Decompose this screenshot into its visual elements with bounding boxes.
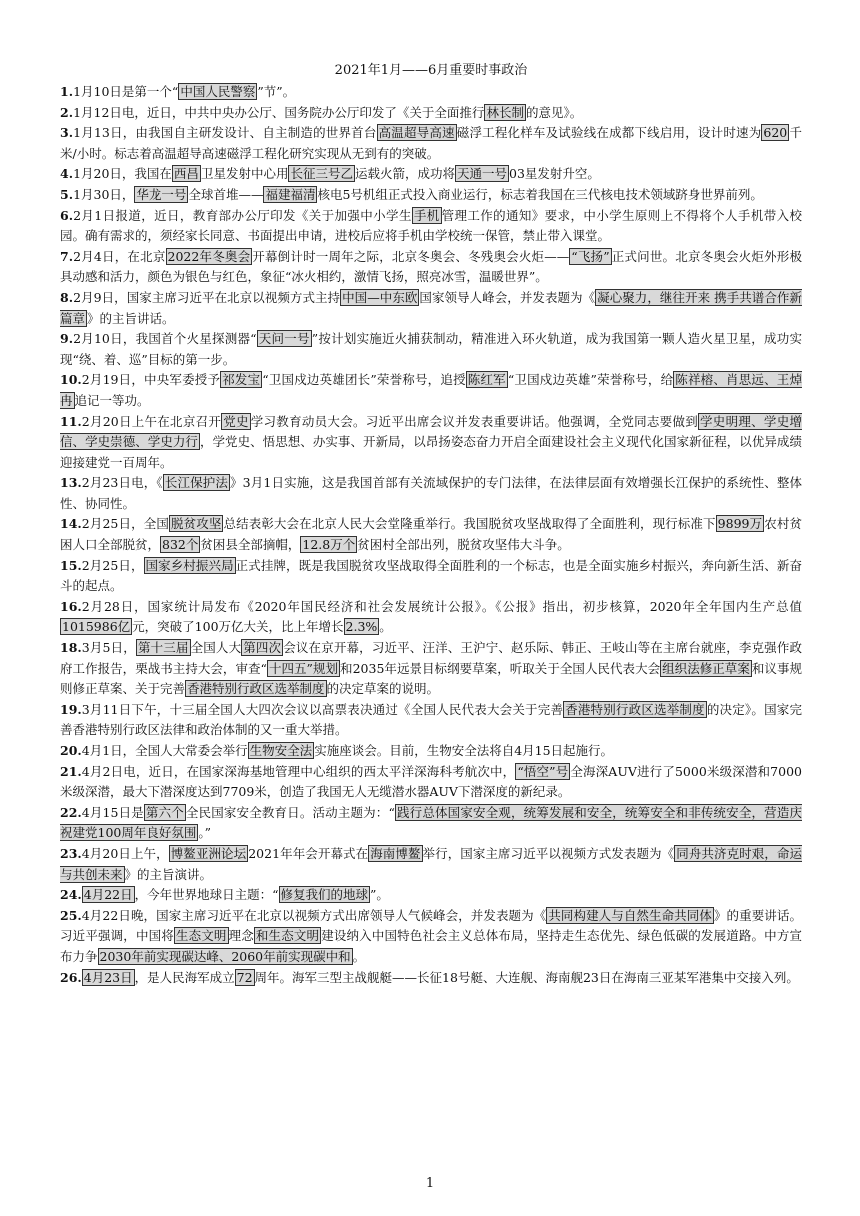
highlighted-keyword: 践行总体国家安全观，统筹发展和安全，统筹安全和非传统安全，营造庆祝建党100周年良好氛围 (60, 804, 802, 841)
item-text: 的决定》。国家完善香港特别行政区法律和政治体制的又一重大举措。 (60, 701, 802, 738)
item-text: 理念 (228, 928, 254, 944)
item-text: 4月20日上午， (81, 845, 169, 861)
highlighted-keyword: 第四次 (243, 640, 282, 656)
highlighted-keyword: 12.8万个 (302, 537, 356, 553)
item-number: 8. (60, 289, 74, 305)
item-text: 1月20日，我国在 (73, 166, 172, 182)
item-text: 》3月1日实施，这是我国首部有关流域保护的专门法律，在法律层面有效增强长江保护的系统性、整体性、协同性。 (60, 475, 802, 511)
item-number: 18. (60, 640, 82, 656)
highlighted-keyword: 天问一号 (258, 331, 310, 347)
highlighted-keyword: “悟空”号 (517, 763, 569, 779)
news-item (60, 288, 802, 329)
item-text: 追记一等功。 (74, 392, 150, 408)
news-item (60, 185, 802, 206)
highlighted-keyword: 4月23日 (83, 969, 133, 985)
item-text: 2月25日，全国 (81, 516, 169, 532)
item-text: 2月1日报道，近日，教育部办公厅印发《关于加强中小学生 (73, 207, 412, 223)
item-text: 3月11日下午，十三届全国人大四次会议以高票表决通过《全国人民代表大会关于完善 (81, 701, 564, 717)
highlighted-keyword: 林长制 (486, 104, 524, 120)
item-number: 23. (60, 845, 82, 861)
highlighted-keyword: 和生态文明 (255, 928, 320, 944)
highlighted-keyword: 高温超导高速 (378, 125, 455, 141)
item-text: 1月13日，由我国自主研发设计、自主制造的世界首台 (73, 125, 377, 141)
item-text: “卫国戍边英雄团长”荣誉称号，追授 (262, 372, 466, 388)
item-text: 2月4日，在北京 (73, 248, 166, 264)
item-text: 卫星发射中心用 (200, 166, 289, 182)
item-number: 15. (60, 557, 82, 573)
item-text: 。” (198, 825, 211, 841)
highlighted-keyword: 9899万 (717, 516, 763, 532)
highlighted-keyword: 长征三号乙 (290, 166, 353, 182)
page-number: 1 (425, 1176, 435, 1191)
item-number: 10. (60, 372, 82, 388)
highlighted-keyword: 第十三届 (137, 640, 189, 656)
highlighted-keyword: 832个 (162, 537, 199, 553)
item-number: 24. (60, 887, 82, 903)
item-number: 2. (60, 104, 74, 120)
news-item (60, 844, 802, 885)
news-item (60, 803, 802, 844)
item-text: 正式挂牌，既是我国脱贫攻坚战取得全面胜利的一个标志，也是全面实施乡村振兴，奔向新生活、新奋斗的起点。 (60, 557, 802, 594)
item-text: 03星发射升空。 (509, 166, 600, 182)
highlighted-keyword: 凝心聚力，继往开来 携手共谱合作新篇章 (60, 289, 802, 326)
news-item (60, 123, 802, 164)
item-text: 》的重要讲话。习近平强调，中国将 (60, 907, 802, 944)
highlighted-keyword: 生态文明 (175, 928, 227, 944)
item-number: 13. (60, 475, 82, 491)
highlighted-keyword: 2.3% (345, 619, 378, 635)
highlighted-keyword: 同舟共济克时艰，命运与共创未来 (60, 845, 802, 882)
news-item (60, 514, 802, 555)
news-item (60, 906, 802, 968)
highlighted-keyword: 陈红军 (467, 372, 506, 388)
item-number: 1. (60, 84, 74, 99)
item-text: 核电5号机组正式投入商业运行，标志着我国在三代核电技术领域跻身世界前列。 (317, 186, 763, 202)
item-number: 5. (60, 186, 74, 202)
news-item (60, 741, 802, 762)
item-text: 4月1日，全国人大常委会举行 (81, 743, 248, 758)
item-text: 元，突破了100万亿大关，比上年增长 (132, 619, 344, 635)
item-text: 。 (352, 948, 366, 964)
item-text: ”节”。 (257, 84, 296, 99)
highlighted-keyword: 学史明理、学史增信、学史崇德、学史力行 (60, 413, 802, 450)
highlighted-keyword: 党史 (223, 413, 249, 429)
item-text: 运载火箭，成功将 (354, 166, 455, 182)
item-text: 学习教育动员大会。习近平出席会议并发表重要讲话。他强调，全党同志要做到 (250, 413, 699, 429)
item-text: 1月30日， (73, 186, 135, 202)
news-item (60, 82, 802, 103)
item-text: ”按计划实施近火捕获制动，精准进入环火轨道，成为我国第一颗人造火星卫星，成功实现“绕、着、巡”目标的第一步。 (60, 331, 802, 367)
highlighted-keyword: “飞扬” (571, 248, 610, 264)
item-number: 22. (60, 804, 82, 820)
item-number: 4. (60, 166, 74, 182)
highlighted-keyword: 手机 (413, 207, 440, 223)
item-text: 和2035年远景目标纲要草案，听取关于全国人民代表大会 (340, 660, 661, 676)
item-text: 4月15日是 (81, 804, 144, 820)
item-text: 全海深AUV进行了5000米级深潜和7000米级深潜，最大下潜深度达到7709米，创造了我国无人无缆潜水器AUV下潜深度的新纪录。 (60, 763, 802, 800)
item-text: 会议在京开幕，习近平、汪洋、王沪宁、赵乐际、韩正、王岐山等在主席台就座，李克强作政府工作报告，栗战书主持大会，审查“ (60, 640, 802, 676)
highlighted-keyword: 香港特别行政区选举制度 (187, 681, 325, 697)
highlighted-keyword: 72 (236, 969, 253, 985)
item-text: 2月20日上午在北京召开 (81, 413, 222, 429)
item-text: ，是人民海军成立 (134, 969, 235, 985)
item-number: 21. (60, 763, 82, 779)
document-page (60, 62, 802, 988)
highlighted-keyword: 华龙一号 (136, 186, 187, 202)
highlighted-keyword: 十四五”规划 (268, 660, 339, 676)
highlighted-keyword: 组织法修正草案 (662, 660, 750, 676)
news-item (60, 370, 802, 411)
item-text: 2月28日，国家统计局发布《2020年国民经济和社会发展统计公报》。《公报》指出，初步核算，2020年全年国内生产总值 (81, 598, 802, 614)
highlighted-keyword: 修复我们的地球 (280, 887, 369, 903)
highlighted-keyword: 中国—中东欧 (342, 289, 418, 305)
item-text: 的决定草案的说明。 (326, 681, 440, 697)
news-item (60, 412, 802, 474)
item-number: 11. (60, 413, 82, 429)
document-title: 2021年1月——6月重要时事政治 (334, 63, 528, 78)
item-text: 2月9日，国家主席习近平在北京以视频方式主持 (73, 289, 341, 305)
item-text: 2月10日，我国首个火星探测器“ (73, 331, 257, 347)
highlighted-keyword: 西昌 (173, 166, 199, 182)
item-text: 总结表彰大会在北京人民大会堂隆重举行。我国脱贫攻坚战取得了全面胜利，现行标准下 (223, 516, 716, 532)
item-number: 20. (60, 743, 82, 758)
item-text: 实施座谈会。目前，生物安全法将自4月15日起施行。 (314, 743, 614, 758)
item-number: 14. (60, 516, 82, 532)
news-item (60, 638, 802, 700)
news-item (60, 329, 802, 370)
item-text: 磁浮工程化样车及试验线在成都下线启用，设计时速为 (456, 125, 762, 141)
highlighted-keyword: 共同构建人与自然生命共同体 (548, 907, 712, 923)
highlighted-keyword: 生物安全法 (249, 743, 313, 758)
news-item (60, 103, 802, 124)
news-item (60, 473, 802, 514)
news-item (60, 968, 802, 989)
news-item (60, 206, 802, 247)
item-text: 2月23日电，《 (81, 475, 163, 491)
item-text: “卫国戍边英雄”荣誉称号，给 (507, 372, 674, 388)
news-item (60, 700, 802, 741)
item-text: 1月12日电，近日，中共中央办公厅、国务院办公厅印发了《关于全面推行 (73, 104, 485, 120)
highlighted-keyword: 2022年冬奥会 (167, 248, 251, 264)
highlighted-keyword: 620 (763, 125, 788, 141)
item-number: 3. (60, 125, 74, 141)
item-text: 2021年年会开幕式在 (248, 845, 369, 861)
item-number: 19. (60, 701, 82, 717)
item-number: 26. (60, 969, 82, 985)
item-number: 25. (60, 907, 82, 923)
highlighted-keyword: 天通一号 (456, 166, 507, 182)
item-text: 管理工作的通知》要求，中小学生原则上不得将个人手机带入校园。确有需求的，须经家长同意、书面提出申请，进校后应将手机由学校统一保管，禁止带入课堂。 (60, 207, 802, 244)
item-text: 2月25日， (81, 557, 144, 573)
item-text: 正式问世。北京冬奥会火炬外形极具动感和活力，颜色为银色与红色，象征“冰火相约，激情飞扬，照亮冰雪，温暖世界”。 (60, 248, 802, 285)
item-text: 周年。海军三型主战舰艇——长征18号艇、大连舰、海南舰23日在海南三亚某军港集中交接入列。 (254, 969, 799, 985)
item-text: ，学党史、悟思想、办实事、开新局，以昂扬姿态奋力开启全面建设社会主义现代化国家新征程，以优异成绩迎接建党一百周年。 (60, 434, 802, 470)
item-number: 6. (60, 207, 74, 223)
item-text: 全国人大 (190, 640, 242, 656)
item-text: 3月5日， (81, 640, 136, 656)
item-text: ”。 (370, 887, 389, 903)
item-text: 全民国家安全教育日。活动主题为：“ (185, 804, 395, 820)
news-item (60, 597, 802, 638)
item-text: 贫困县全部摘帽， (200, 537, 301, 553)
item-text: 农村贫困人口全部脱贫， (60, 516, 802, 553)
highlighted-keyword: 国家乡村振兴局 (145, 557, 234, 573)
news-item (60, 247, 802, 288)
item-text: 。 (379, 619, 392, 635)
item-number: 7. (60, 248, 74, 264)
item-text: 4月22日晚，国家主席习近平在北京以视频方式出席领导人气候峰会，并发表题为《 (81, 907, 547, 923)
highlighted-keyword: 海南博鳌 (370, 845, 421, 861)
item-text: 贫困村全部出列，脱贫攻坚伟大斗争。 (357, 537, 570, 553)
highlighted-keyword: 第六个 (145, 804, 184, 820)
highlighted-keyword: 脱贫攻坚 (170, 516, 222, 532)
item-number: 9. (60, 331, 74, 347)
highlighted-keyword: 陈祥榕、肖思远、王焯冉 (60, 372, 802, 408)
news-item (60, 762, 802, 803)
item-text: 和议事规则修正草案、关于完善 (60, 660, 802, 697)
item-text: 全球首堆—— (188, 186, 264, 202)
highlighted-keyword: 中国人民警察 (180, 84, 256, 99)
news-item (60, 164, 802, 185)
news-item (60, 885, 802, 906)
highlighted-keyword: 香港特别行政区选举制度 (565, 701, 705, 717)
news-item-list (60, 82, 802, 988)
item-text: 开幕倒计时一周年之际，北京冬奥会、冬残奥会火炬—— (252, 248, 570, 264)
highlighted-keyword: 4月22日 (83, 887, 133, 903)
news-item (60, 556, 802, 597)
item-text: 2月19日，中央军委授予 (81, 372, 221, 388)
item-text: 4月2日电，近日，在国家深海基地管理中心组织的西太平洋深海科考航次中， (81, 763, 516, 779)
highlighted-keyword: 博鳌亚洲论坛 (170, 845, 247, 861)
highlighted-keyword: 长江保护法 (164, 475, 228, 491)
item-text: 举行，国家主席习近平以视频方式发表题为《 (422, 845, 675, 861)
highlighted-keyword: 祁发宝 (222, 372, 261, 388)
item-text: 的意见》。 (525, 104, 583, 120)
highlighted-keyword: 2030年前实现碳达峰、2060年前实现碳中和 (99, 948, 351, 964)
item-text: 千米/小时。标志着高温超导高速磁浮工程化研究实现从无到有的突破。 (60, 125, 802, 161)
highlighted-keyword: 1015986亿 (62, 619, 131, 635)
highlighted-keyword: 福建福清 (265, 186, 316, 202)
item-number: 16. (60, 598, 82, 614)
item-text: 1月10日是第一个“ (73, 84, 179, 99)
item-text: 国家领导人峰会，并发表题为《 (419, 289, 596, 305)
item-text: ，今年世界地球日主题：“ (134, 887, 279, 903)
item-text: 》的主旨演讲。 (124, 866, 213, 882)
item-text: 》的主旨讲话。 (87, 310, 175, 326)
item-text: 建设纳入中国特色社会主义总体布局，坚持走生态优先、绿色低碳的发展道路。中方宣布力争 (60, 928, 802, 964)
